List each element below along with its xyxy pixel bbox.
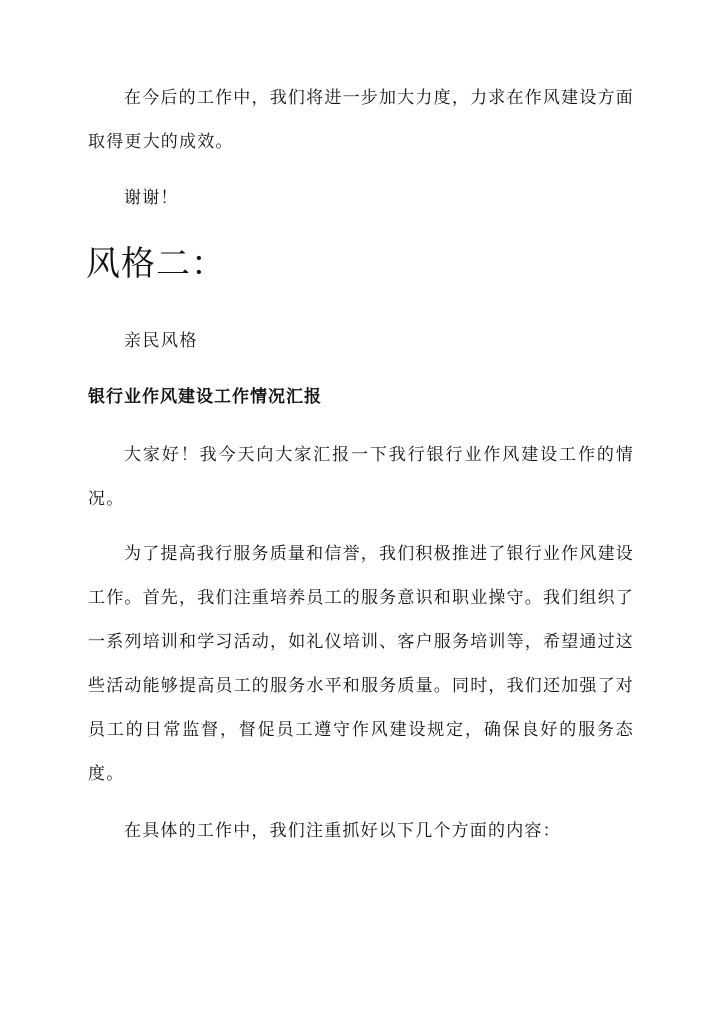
content-intro-paragraph: 在具体的工作中，我们注重抓好以下几个方面的内容： [124, 821, 561, 841]
body-paragraph: 为了提高我行服务质量和信誉，我们积极推进了银行业作风建设工作。首先，我们注重培养员工的服务意识和职业操守。我们组织了一系列培训和学习活动，如礼仪培训、客户服务培训等，希望通过这些活动能够提高员工的服务水平和服务质量。同时，我们还加强了对员工的日常监督，督促员工遵守作风建设规定，确保良好的服务态度。 [88, 544, 634, 784]
report-title: 银行业作风建设工作情况汇报 [88, 387, 322, 407]
style-label: 亲民风格 [124, 331, 198, 351]
style-heading: 风格二： [86, 244, 226, 284]
closing-paragraph: 在今后的工作中，我们将进一步加大力度，力求在作风建设方面取得更大的成效。 [88, 88, 634, 152]
thanks-text: 谢谢！ [124, 188, 179, 208]
intro-paragraph: 大家好！我今天向大家汇报一下我行银行业作风建设工作的情况。 [88, 445, 634, 509]
